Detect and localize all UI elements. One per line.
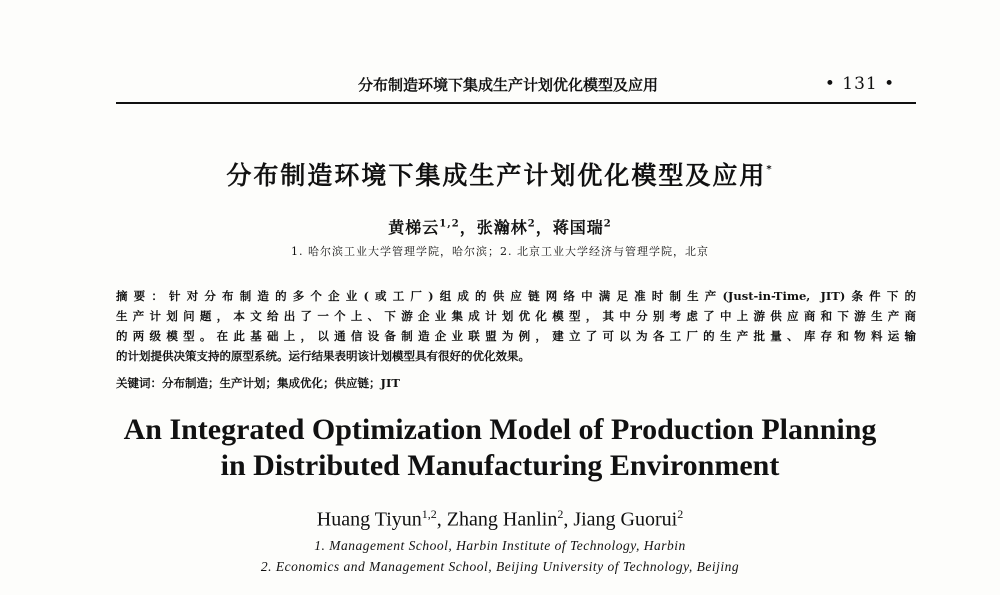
- running-head-title: 分布制造环境下集成生产计划优化模型及应用: [357, 76, 658, 94]
- author-affil-mark: 2: [557, 507, 564, 521]
- abstract-line: 的两级模型。在此基础上，以通信设备制造企业联盟为例，建立了可以为各工厂的生产批量、库存和物料运输: [116, 329, 916, 343]
- abstract-line: 生产计划问题，本文给出了一个上、下游企业集成计划优化模型，其中分别考虑了中上游供应商和下游生产商: [116, 309, 916, 323]
- page-number: • 131 •: [824, 74, 896, 94]
- author-name: Huang Tiyun: [316, 508, 422, 531]
- chinese-abstract: [116, 286, 916, 366]
- author-name: 蒋国瑞: [552, 218, 604, 237]
- english-title-line: An Integrated Optimization Model of Production Planning: [123, 413, 877, 446]
- author-name: Zhang Hanlin: [446, 508, 558, 531]
- chinese-authors: 黄梯云$^{1,2}$，张瀚林$^2$，蒋国瑞$^2$: [388, 218, 612, 237]
- abstract-label: 摘要：: [116, 289, 170, 303]
- author-name: 张瀚林: [476, 218, 528, 237]
- abstract-line: 的计划提供决策支持的原型系统。运行结果表明该计划模型具有很好的优化效果。: [116, 349, 530, 363]
- author-affil-mark: 1,2: [421, 507, 437, 521]
- author-affil-mark: 2: [603, 218, 612, 230]
- english-title-line: in Distributed Manufacturing Environment: [220, 449, 780, 482]
- chinese-title-text: 分布制造环境下集成生产计划优化模型及应用: [226, 161, 767, 190]
- author-affil-mark: 1,2: [439, 218, 460, 230]
- chinese-title: [0, 156, 1000, 192]
- english-affiliation-2: 2. Economics and Management School, Beijing University of Technology, Beijing: [260, 559, 740, 574]
- abstract-line: 针对分布制造的多个企业(或工厂)组成的供应链网络中满足准时制生产(Just-in-Time, JIT)条件下的: [169, 289, 916, 303]
- chinese-affiliations: 1. 哈尔滨工业大学管理学院，哈尔滨；2. 北京工业大学经济与管理学院，北京: [291, 245, 709, 258]
- chinese-keywords: [116, 373, 916, 393]
- english-title: [0, 412, 1000, 484]
- author-name: Jiang Guorui: [573, 508, 678, 531]
- title-footnote-mark: *: [766, 164, 774, 175]
- english-authors: Huang Tiyun$^{1,2}$, Zhang Hanlin$^2$, Jiang Guorui$^2$: [316, 507, 684, 531]
- author-name: 黄梯云: [388, 218, 440, 237]
- running-head: [0, 74, 1000, 98]
- english-affiliation-1: 1. Management School, Harbin Institute of Technology, Harbin: [314, 538, 686, 553]
- author-affil-mark: 2: [677, 507, 684, 521]
- keywords-text: 分布制造；生产计划；集成优化；供应链；JIT: [162, 376, 400, 390]
- header-rule: [116, 102, 916, 104]
- author-affil-mark: 2: [527, 218, 536, 230]
- keywords-label: 关键词：: [116, 376, 162, 390]
